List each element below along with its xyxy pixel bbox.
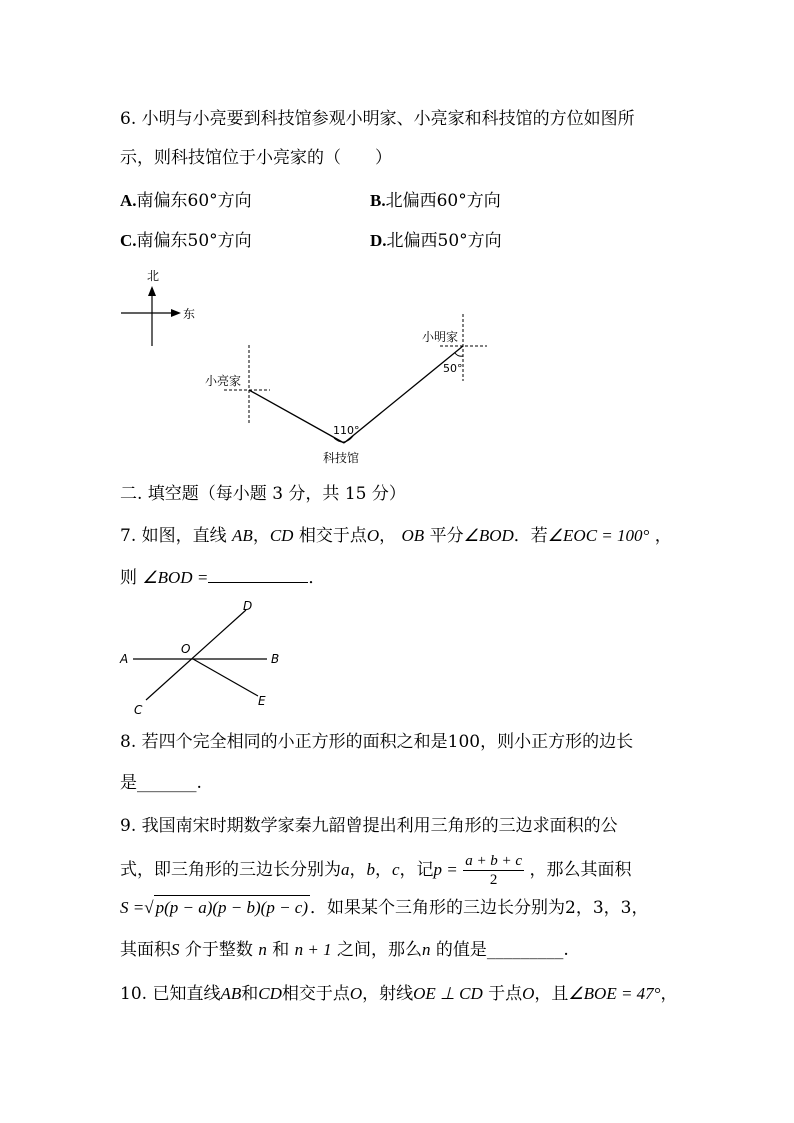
q7-line1 — [120, 524, 672, 548]
label-b: B — [271, 652, 280, 666]
text: 平分 — [424, 526, 464, 546]
ray-oe — [193, 659, 258, 696]
text: ，记 — [399, 860, 434, 880]
math-s-eq: S = — [120, 898, 145, 917]
east-label: 东 — [183, 307, 196, 321]
label-o: O — [181, 642, 191, 656]
label-c: C — [134, 703, 143, 717]
option-text: 北偏西60°方向 — [385, 191, 501, 211]
q6-line1: 6. 小明与小亮要到科技馆参观小明家、小亮家和科技馆的方位如图所 — [120, 109, 635, 129]
text: ． — [308, 568, 326, 588]
sqrt-expression: p(p − a)(p − b)(p − c) — [154, 895, 310, 920]
math-oe-perp-cd: OE ⊥ CD — [413, 984, 483, 1003]
q9-line2: 式，即三角形的三边长分别为a，b，c，记p = $\frac{a + b + c}{2}$ ，那么其面积 — [120, 853, 632, 888]
q9-line3: S =√ p(p − a)(p − b)(p − c) ．如果某个三角形的三边长分别为2，3，3， — [120, 895, 648, 920]
text: ， — [379, 526, 402, 546]
text: 7. 如图，直线 — [120, 526, 233, 546]
text: 和 — [241, 984, 259, 1004]
math-s: S — [171, 940, 180, 959]
math-c: c — [392, 860, 400, 879]
math-p-eq: p = — [433, 860, 458, 879]
east-arrow-icon — [171, 309, 181, 317]
angle-50-label: 50° — [443, 362, 463, 375]
option-text: 南偏东60°方向 — [136, 191, 252, 211]
math-ab: AB — [232, 526, 253, 545]
math-eoc: ∠EOC = 100° — [547, 526, 650, 545]
label-a: A — [120, 652, 129, 666]
text: ，射线 — [362, 984, 414, 1004]
angle-110-label: 110° — [333, 424, 360, 437]
text: 相交于点 — [293, 526, 367, 546]
path-museum-to-xiaoming — [344, 346, 463, 443]
option-text: 南偏东50°方向 — [136, 231, 252, 251]
line-cd — [146, 610, 246, 700]
math-boe: ∠BOE = 47° — [568, 984, 661, 1003]
math-n-plus-1: n + 1 — [294, 940, 332, 959]
text: 的值是_________. — [430, 940, 569, 960]
math-ob: OB — [401, 526, 425, 545]
xiaoliang-home-label: 小亮家 — [205, 374, 242, 388]
q7-lines-figure — [0, 595, 794, 720]
math-o: O — [366, 526, 380, 545]
text: 介于整数 — [179, 940, 259, 960]
q9-line4 — [120, 938, 569, 962]
math-cd: CD — [258, 984, 282, 1003]
math-n: n — [258, 940, 267, 959]
angle-50-arc — [455, 353, 463, 356]
xiaoming-home-label: 小明家 — [422, 330, 459, 344]
option-letter: B. — [370, 191, 386, 210]
answer-blank[interactable] — [208, 564, 308, 583]
q9-line1: 9. 我国南宋时期数学家秦九韶曾提出利用三角形的三边求面积的公 — [120, 816, 618, 836]
section-2-heading: 二. 填空题（每小题 3 分，共 15 分） — [120, 484, 406, 504]
text: 10. 已知直线 — [120, 984, 221, 1004]
text: 式，即三角形的三边长分别为 — [120, 860, 341, 880]
text: 于点 — [482, 984, 523, 1004]
text: ， — [252, 526, 270, 546]
text: ．若 — [513, 526, 548, 546]
text: ．如果某个三角形的三边长分别为2，3，3， — [310, 898, 649, 918]
option-text: 北偏西50°方向 — [386, 231, 502, 251]
math-bod: ∠BOD — [463, 526, 514, 545]
text: 相交于点 — [281, 984, 350, 1004]
text: ， — [660, 984, 678, 1004]
text: ，那么其面积 — [529, 860, 632, 880]
math-ab: AB — [220, 984, 242, 1003]
option-letter: A. — [120, 191, 137, 210]
label-e: E — [258, 694, 266, 708]
math-o: O — [349, 984, 363, 1003]
math-cd: CD — [269, 526, 294, 545]
q8-line1: 8. 若四个完全相同的小正方形的面积之和是100，则小正方形的边长 — [120, 732, 634, 752]
math-bod-eq: ∠BOD = — [142, 568, 209, 587]
text: ，且 — [534, 984, 569, 1004]
q6-direction-figure — [0, 0, 794, 480]
text: ， — [649, 526, 672, 546]
q10-line1 — [120, 982, 677, 1006]
text: 之间，那么 — [331, 940, 423, 960]
fraction-numerator: a + b + c — [465, 853, 523, 869]
math-o-2: O — [522, 984, 535, 1003]
text: 其面积 — [120, 940, 171, 960]
museum-label: 科技馆 — [323, 451, 360, 465]
north-label: 北 — [147, 269, 160, 283]
math-a: a — [341, 860, 350, 879]
fraction-denominator: 2 — [489, 872, 498, 888]
option-letter: D. — [370, 231, 387, 250]
q7-line2 — [120, 564, 325, 590]
p-fraction — [463, 852, 524, 889]
text: 和 — [266, 940, 295, 960]
text: 则 — [120, 568, 143, 588]
q6-line2: 示，则科技馆位于小亮家的（ ） — [120, 148, 392, 168]
label-d: D — [243, 599, 253, 613]
path-xiaoliang-to-museum — [249, 390, 344, 443]
math-n-2: n — [422, 940, 431, 959]
option-letter: C. — [120, 231, 137, 250]
math-b: b — [366, 860, 375, 879]
north-arrow-icon — [148, 286, 156, 296]
q8-line2: 是_______. — [120, 773, 202, 793]
